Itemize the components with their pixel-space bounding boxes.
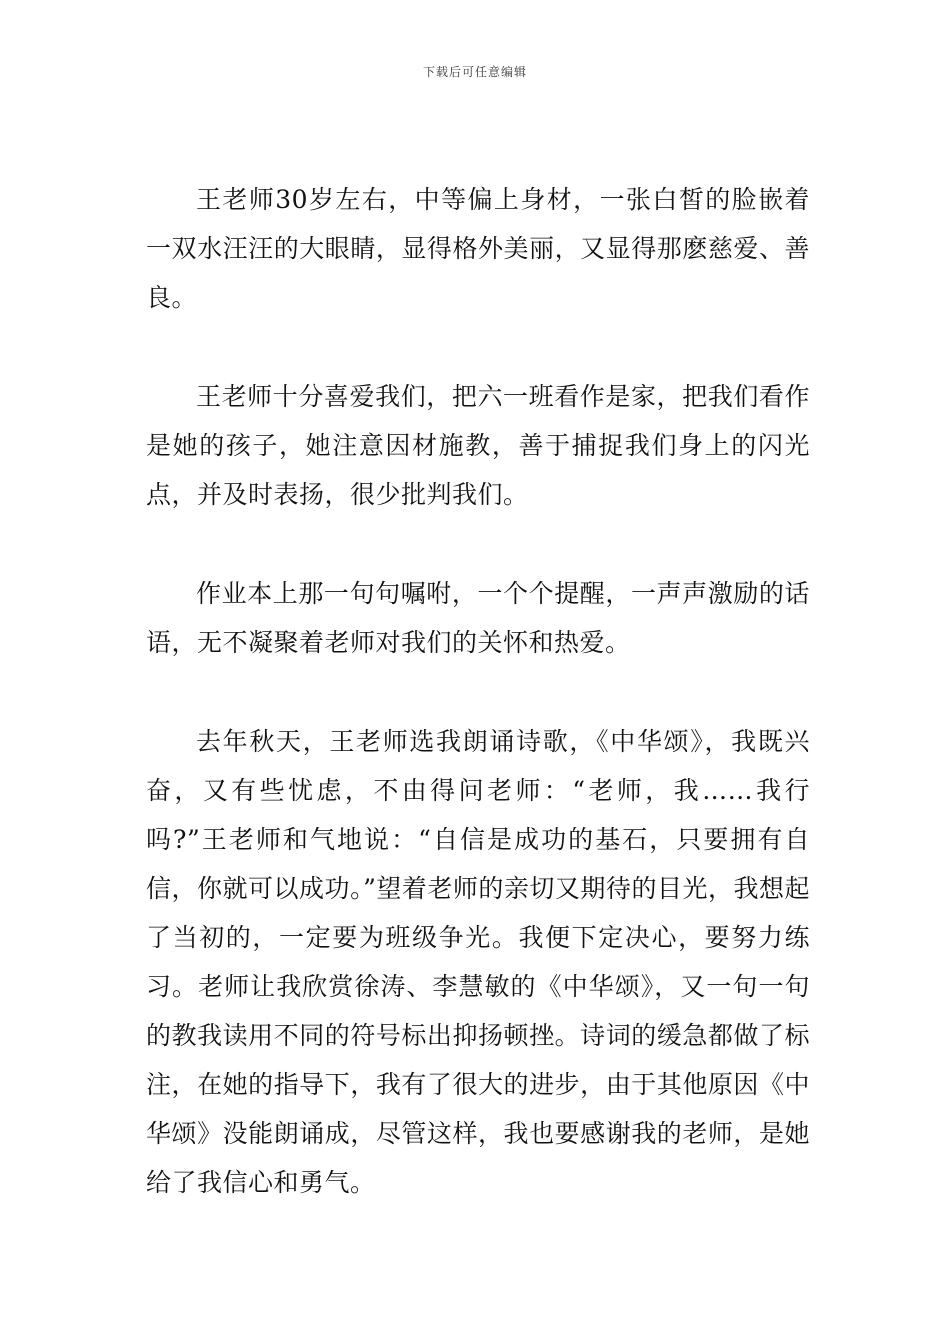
document-body [146,175,810,1207]
paragraph-3: 作业本上那一句句嘱咐，一个个提醒，一声声激励的话语，无不凝聚着老师对我们的关怀和热爱。 [146,579,810,657]
header-note: 下载后可任意编辑 [422,65,527,79]
paragraph-1: 王老师30岁左右，中等偏上身材，一张白皙的脸嵌着一双水汪汪的大眼睛，显得格外美丽，又显得那麽慈爱、善良。 [146,185,810,312]
paragraph-2: 王老师十分喜爱我们，把六一班看作是家，把我们看作是她的孩子，她注意因材施教，善于捕捉我们身上的闪光点，并及时表扬，很少批判我们。 [146,382,810,509]
paragraph-4: 去年秋天，王老师选我朗诵诗歌，《中华颂》，我既兴奋，又有些忧虑，不由得问老师：“老师，我……我行吗?”王老师和气地说：“自信是成功的基石，只要拥有自信，你就可以成功。”望着老师的亲切又期待的目光，我想起了当初的，一定要为班级争光。我便下定决心，要努力练习。老师让我欣赏徐涛、李慧敏的《中华颂》，又一句一句的教我读用不同的符号标出抑扬顿挫。诗词的缓急都做了标注，在她的指导下，我有了很大的进步，由于其他原因《中华颂》没能朗诵成，尽管这样，我也要感谢我的老师，是她给了我信心和勇气。 [146,727,810,1197]
